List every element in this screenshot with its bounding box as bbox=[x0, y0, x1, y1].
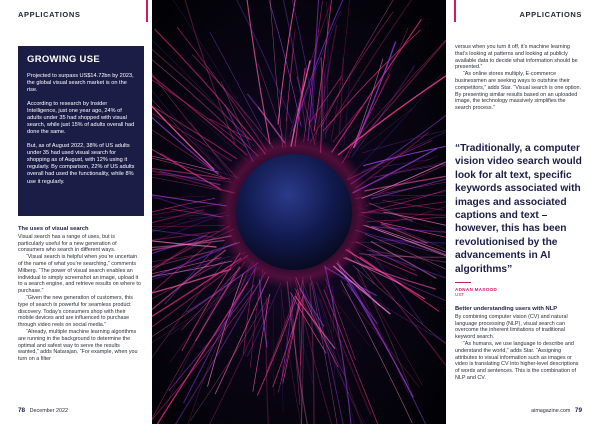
article-subhead: The uses of visual search bbox=[18, 226, 89, 232]
pull-quote-rule bbox=[455, 282, 471, 283]
footer-left bbox=[18, 407, 68, 414]
left-article-column bbox=[18, 226, 142, 363]
right-article-column-lower bbox=[455, 306, 583, 382]
page-number-left: 78 bbox=[18, 407, 26, 414]
article-paragraph: “Given the new generation of customers, this type of search is powerful for seamless product discovery. Today’s consumers shop with their mobile devices and are influenced to purchase through video reels on social media.” bbox=[18, 294, 133, 329]
header-accent-bar-right bbox=[454, 0, 456, 22]
quote-attribution-org: UST bbox=[455, 292, 465, 298]
article-subhead: Better understanding users with NLP bbox=[455, 306, 558, 312]
sidebar-title: GROWING USE bbox=[27, 54, 100, 65]
hero-image-light-burst bbox=[152, 0, 446, 424]
article-paragraph: Visual search has a range of uses, but is particularly useful for a new generation of consumers who search in different ways. bbox=[18, 233, 117, 254]
light-burst-graphic bbox=[152, 0, 446, 424]
header-accent-bar-left bbox=[146, 0, 148, 22]
section-label-right: APPLICATIONS bbox=[519, 10, 582, 19]
article-paragraph: “As humans, we use language to describe and understand the world,” adds Star. “Assigning attributes to visual information such as images or video is translating CV into higher-level descriptions of words and sentences. This is the combination of NLP and CV. bbox=[455, 340, 579, 381]
issue-date: December 2022 bbox=[29, 408, 68, 414]
article-paragraph: “Already, multiple machine learning algorithms are running in the background to determine the optimal and safest way to serve the results wanted,” adds Natarajan. “For example, when you turn on a filter bbox=[18, 328, 138, 363]
article-paragraph: versus when you turn it off, it’s machine learning that’s looking at patterns and looking at publicly available data to decide what information should be presented.” bbox=[455, 44, 578, 71]
pull-quote bbox=[455, 142, 587, 297]
pull-quote-text: “Traditionally, a computer vision video search would look for alt text, specific keywords associated with images and associated captions and text – however, this has been revolutionised by the advancements in AI algorithms” bbox=[455, 143, 582, 275]
sidebar-paragraph: But, as of August 2022, 38% of US adults under 35 had used visual search for shopping as of August, with 12% using it regularly. By comparison, 22% of US adults overall had used the functionality, while 8% use it regularly. bbox=[27, 142, 135, 185]
quote-attribution-name: ADNAN MASOOD bbox=[455, 287, 498, 293]
sidebar-paragraph: Projected to surpass US$14.72bn by 2023, the global visual search market is on the rise. bbox=[27, 73, 134, 94]
section-label-left: APPLICATIONS bbox=[18, 10, 81, 19]
article-paragraph: “As online stores multiply, E-commerce businessmen are seeking ways to outshine their competitors,” adds Star. “Visual search is one option. By presenting similar results based on an uploaded image, the technology massively simplifies the search process.” bbox=[455, 71, 582, 112]
footer-right bbox=[531, 407, 582, 414]
article-paragraph: “Visual search is helpful when you’re uncertain of the name of what you’re searching,” comments Milberg. “The power of visual search enables an individual to simply screenshot an image, upload it to a search engine, and retrieve results on where to purchase.” bbox=[18, 254, 141, 295]
site-url: aimagazine.com bbox=[531, 408, 571, 414]
sidebar-paragraph: According to research by Insider Intelligence, just one year ago, 24% of adults under 35 had shopped with visual search, while just 15% of adults overall had done the same. bbox=[27, 100, 135, 136]
growing-use-sidebar bbox=[18, 46, 144, 216]
page-number-right: 79 bbox=[574, 407, 582, 414]
right-article-column bbox=[455, 44, 583, 112]
article-paragraph: By combining computer vision (CV) and natural language processing (NLP), visual search can overcome the inherent limitations of traditional keyword search. bbox=[455, 313, 568, 341]
